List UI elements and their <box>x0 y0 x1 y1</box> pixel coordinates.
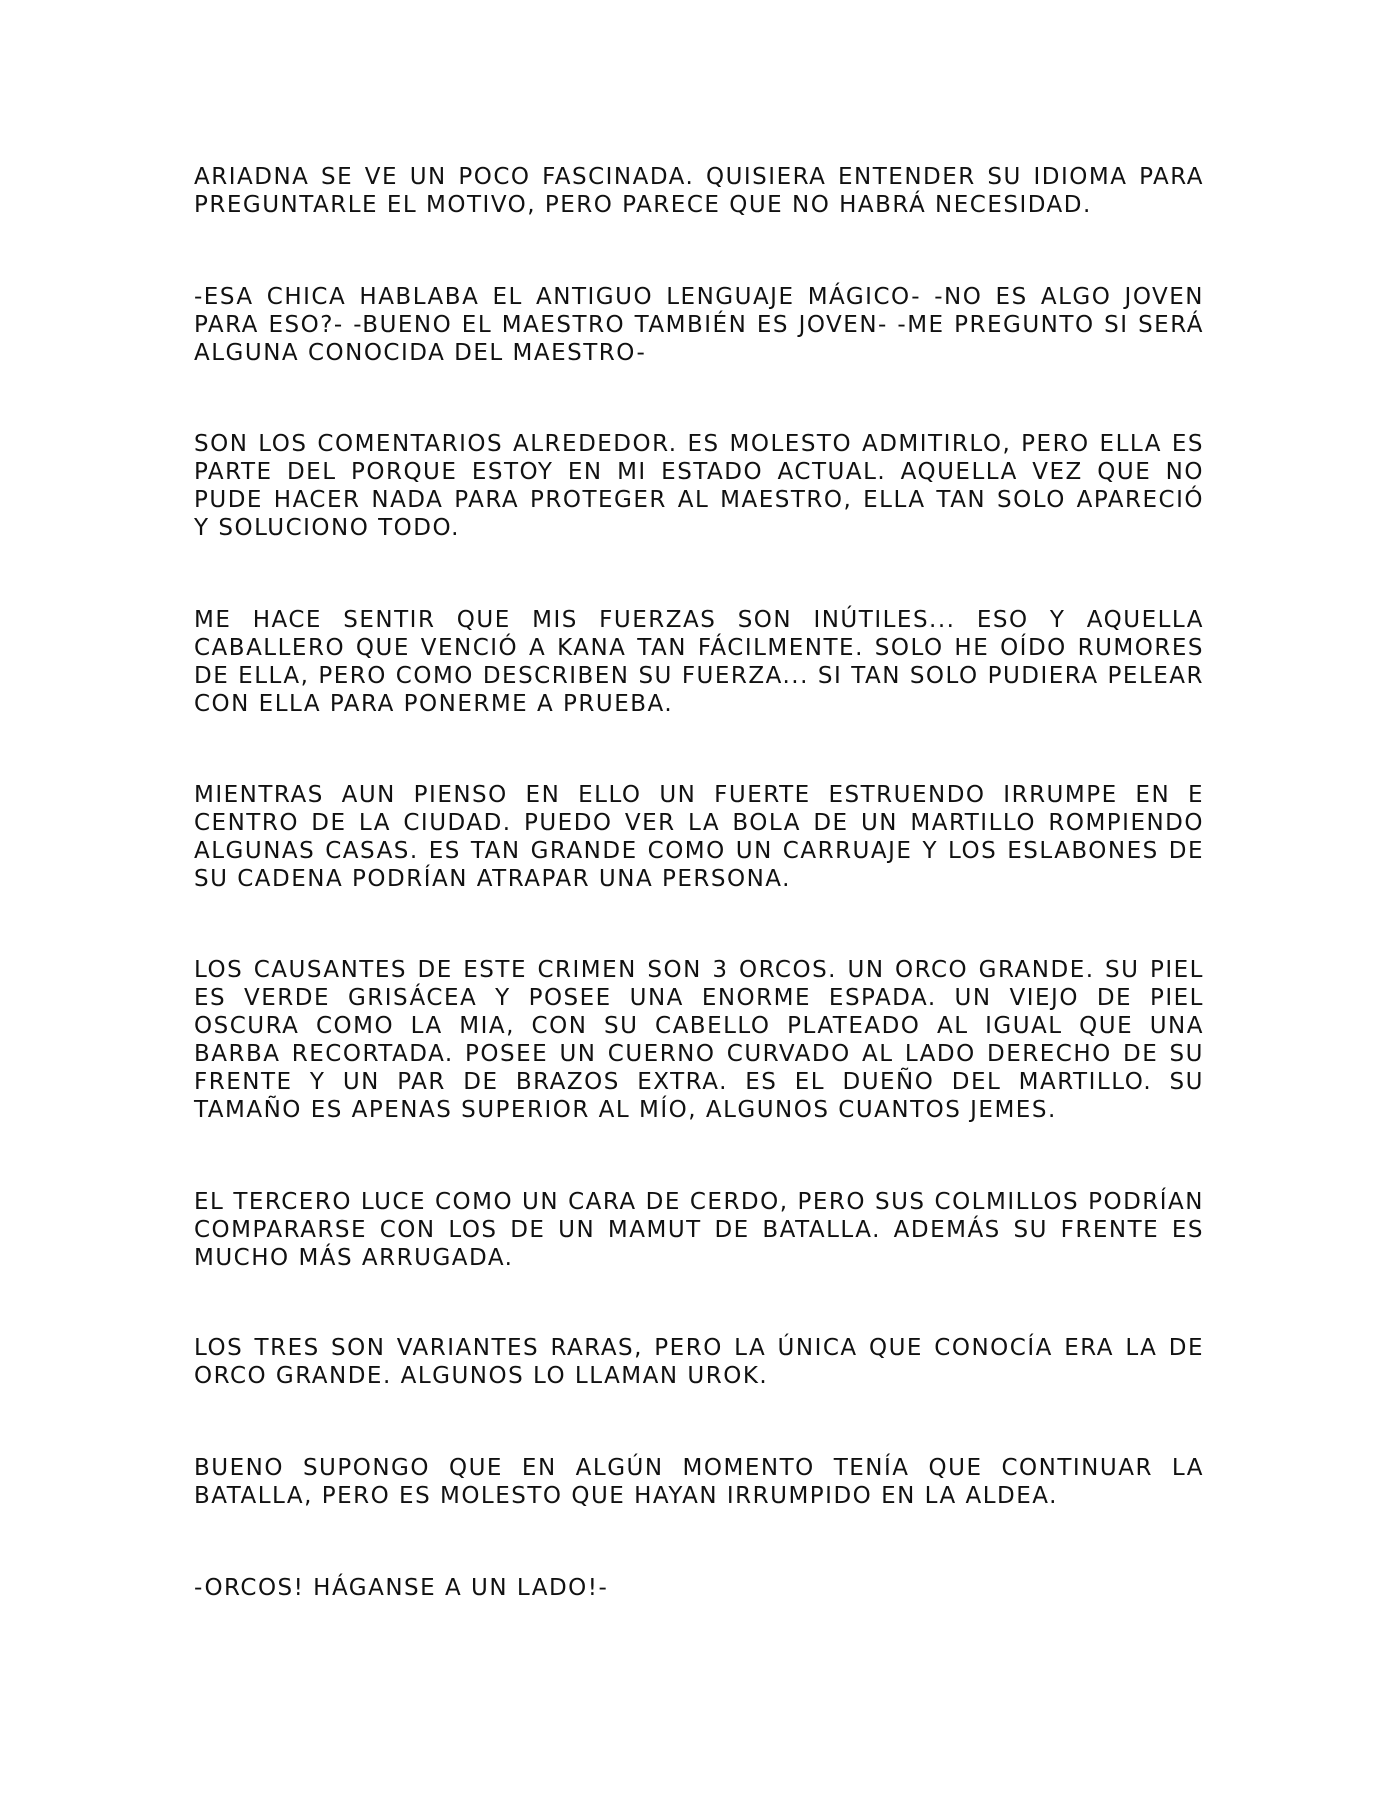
paragraph-comentarios-dialogo: -ESA CHICA HABLABA EL ANTIGUO LENGUAJE MÁGICO- -NO ES ALGO JOVEN PARA ESO?- -BUENO EL MAESTRO TAMBIÉN ES JOVEN- -ME PREGUNTO SI SERÁ ALGUNA CONOCIDA DEL MAESTRO- <box>194 284 1204 366</box>
paragraph-comentarios-alrededor: SON LOS COMENTARIOS ALREDEDOR. ES MOLESTO ADMITIRLO, PERO ELLA ES PARTE DEL PORQUE ESTOY EN MI ESTADO ACTUAL. AQUELLA VEZ QUE NO PUDE HACER NADA PARA PROTEGER AL MAESTRO, ELLA TAN SOLO APARECIÓ Y SOLUCIONO TODO. <box>194 431 1204 541</box>
paragraph-variantes-raras: LOS TRES SON VARIANTES RARAS, PERO LA ÚNICA QUE CONOCÍA ERA LA DE ORCO GRANDE. ALGUNOS LO LLAMAN UROK. <box>194 1335 1204 1389</box>
paragraph-ariadna-fascinada: ARIADNA SE VE UN POCO FASCINADA. QUISIERA ENTENDER SU IDIOMA PARA PREGUNTARLE EL MOTIVO, PERO PARECE QUE NO HABRÁ NECESIDAD. <box>194 164 1204 218</box>
paragraph-grito-orcos: -ORCOS! HÁGANSE A UN LADO!- <box>194 1575 609 1601</box>
paragraph-tercero-cerdo: EL TERCERO LUCE COMO UN CARA DE CERDO, PERO SUS COLMILLOS PODRÍAN COMPARARSE CON LOS DE UN MAMUT DE BATALLA. ADEMÁS SU FRENTE ES MUCHO MÁS ARRUGADA. <box>194 1189 1204 1271</box>
paragraph-causantes-orcos: LOS CAUSANTES DE ESTE CRIMEN SON 3 ORCOS. UN ORCO GRANDE. SU PIEL ES VERDE GRISÁCEA Y POSEE UNA ENORME ESPADA. UN VIEJO DE PIEL OSCURA COMO LA MIA, CON SU CABELLO PLATEADO AL IGUAL QUE UNA BARBA RECORTADA. POSEE UN CUERNO CURVADO AL LADO DERECHO DE SU FRENTE Y UN PAR DE BRAZOS EXTRA. ES EL DUEÑO DEL MARTILLO. SU TAMAÑO ES APENAS SUPERIOR AL MÍO, ALGUNOS CUANTOS JEMES. <box>194 957 1204 1123</box>
paragraph-continuar-batalla: BUENO SUPONGO QUE EN ALGÚN MOMENTO TENÍA QUE CONTINUAR LA BATALLA, PERO ES MOLESTO QUE HAYAN IRRUMPIDO EN LA ALDEA. <box>194 1455 1204 1509</box>
paragraph-estruendo: MIENTRAS AUN PIENSO EN ELLO UN FUERTE ESTRUENDO IRRUMPE EN E CENTRO DE LA CIUDAD. PUEDO VER LA BOLA DE UN MARTILLO ROMPIENDO ALGUNAS CASAS. ES TAN GRANDE COMO UN CARRUAJE Y LOS ESLABONES DE SU CADENA PODRÍAN ATRAPAR UNA PERSONA. <box>194 782 1204 892</box>
paragraph-fuerzas-inutiles: ME HACE SENTIR QUE MIS FUERZAS SON INÚTILES... ESO Y AQUELLA CABALLERO QUE VENCIÓ A KANA TAN FÁCILMENTE. SOLO HE OÍDO RUMORES DE ELLA, PERO COMO DESCRIBEN SU FUERZA... SI TAN SOLO PUDIERA PELEAR CON ELLA PARA PONERME A PRUEBA. <box>194 607 1204 717</box>
